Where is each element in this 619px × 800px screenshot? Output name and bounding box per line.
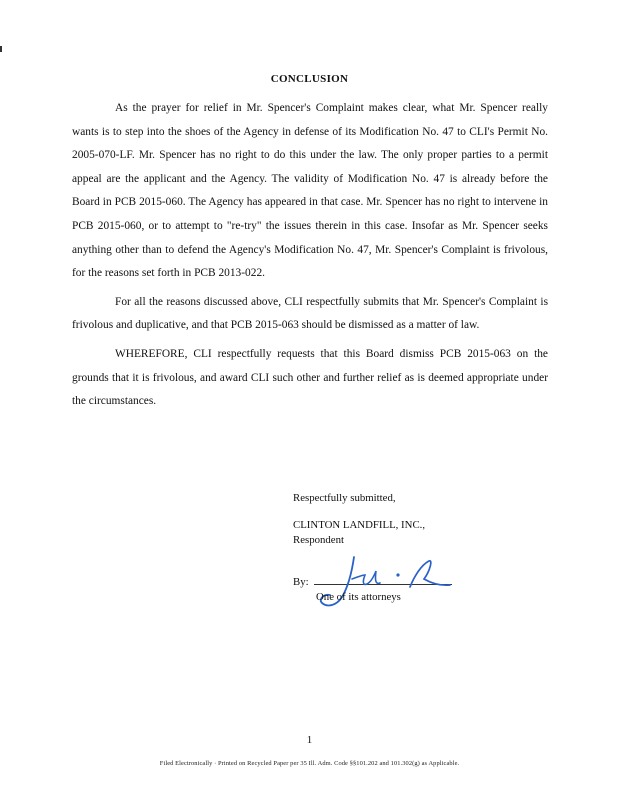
filing-footer: Filed Electronically · Printed on Recycled Paper per 35 Ill. Adm. Code §§101.202 and 101.302(g) as Applicable. bbox=[159, 760, 460, 767]
paragraph-reasons: For all the reasons discussed above, CLI respectfully submits that Mr. Spencer's Complaint is frivolous and duplicative, and that PCB 2015-063 should be dismissed as a matter of law. bbox=[72, 295, 548, 332]
paragraph-wherefore: WHEREFORE, CLI respectfully requests that this Board dismiss PCB 2015-063 on the grounds that it is frivolous, and award CLI such other and further relief as is deemed appropriate under the circumstances. bbox=[72, 347, 548, 408]
page-number: 1 bbox=[306, 734, 313, 746]
conclusion-body bbox=[72, 97, 548, 419]
scan-margin-mark bbox=[0, 46, 2, 52]
signature-by-label: By: bbox=[293, 576, 309, 588]
signer-caption: One of its attorneys bbox=[316, 591, 401, 603]
signature-party: CLINTON LANDFILL, INC., bbox=[293, 519, 426, 531]
section-heading: CONCLUSION bbox=[270, 73, 349, 85]
signature-role: Respondent bbox=[293, 534, 344, 546]
handwritten-signature bbox=[318, 553, 458, 615]
paragraph-prayer-for-relief: As the prayer for relief in Mr. Spencer's Complaint makes clear, what Mr. Spencer really wants is to step into the shoes of the Agency in defense of its Modification No. 47 to CLI's Permit No. 2005-070-LF. Mr. Spencer has no right to do this under the law. The only proper parties to a permit appeal are the applicant and the Agency. The validity of Modification No. 47 is already before the Board in PCB 2015-060. The Agency has appeared in that case. Mr. Spencer has no right to intervene in PCB 2015-060, or to attempt to "re-try" the issues therein in this case. Insofar as Mr. Spencer seeks anything other than to defend the Agency's Modification No. 47, Mr. Spencer's Complaint is frivolous, for the reasons set forth in PCB 2013-022. bbox=[72, 102, 548, 280]
signature-closing: Respectfully submitted, bbox=[293, 492, 396, 504]
